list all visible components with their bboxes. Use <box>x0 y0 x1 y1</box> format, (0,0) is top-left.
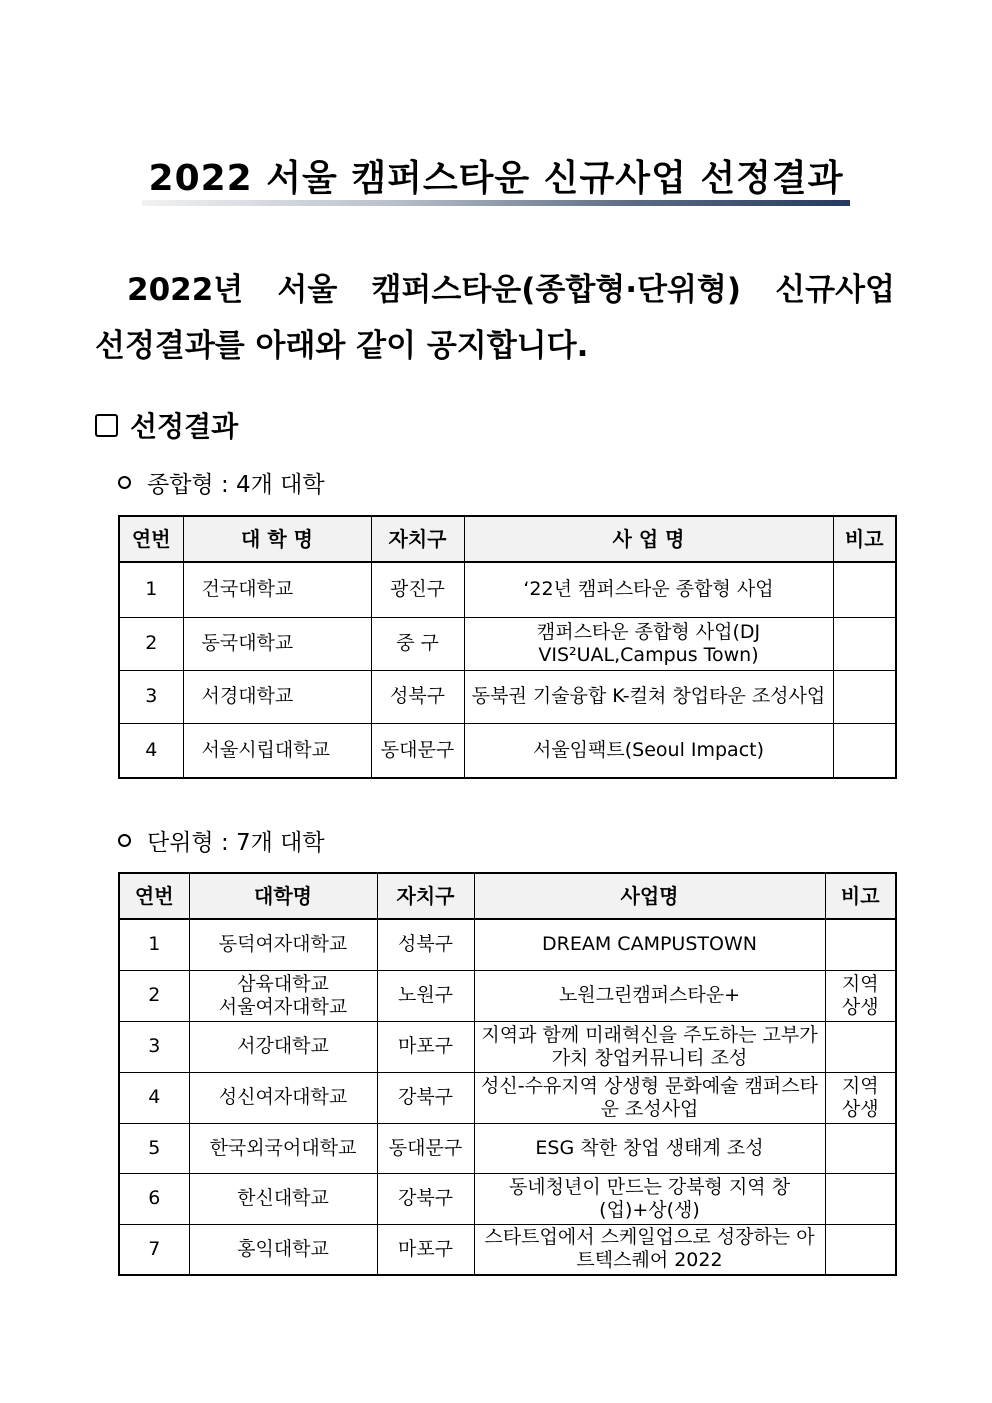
header-district: 자치구 <box>377 873 474 919</box>
section-heading <box>95 405 238 445</box>
cell-project: 지역과 함께 미래혁신을 주도하는 고부가가치 창업커뮤니티 조성 <box>474 1021 825 1072</box>
cell-univ: 한신대학교 <box>189 1173 377 1224</box>
cell-district: 중 구 <box>371 617 464 670</box>
table-row <box>119 919 896 970</box>
table-row <box>119 1224 896 1275</box>
cell-district: 강북구 <box>377 1072 474 1123</box>
table-row <box>119 1021 896 1072</box>
table-row <box>119 1123 896 1173</box>
cell-univ: 한국외국어대학교 <box>189 1123 377 1173</box>
cell-district: 노원구 <box>377 970 474 1021</box>
cell-district: 마포구 <box>377 1021 474 1072</box>
circle-bullet-icon <box>118 476 131 489</box>
cell-note <box>833 723 896 778</box>
cell-note <box>825 1173 896 1224</box>
cell-univ: 삼육대학교 서울여자대학교 <box>189 970 377 1021</box>
cell-project: 서울임팩트(Seoul Impact) <box>464 723 833 778</box>
cell-project: 스타트업에서 스케일업으로 성장하는 아트텍스퀘어 2022 <box>474 1224 825 1275</box>
cell-note <box>833 617 896 670</box>
header-note: 비고 <box>833 516 896 562</box>
cell-district: 광진구 <box>371 562 464 617</box>
cell-univ: 서경대학교 <box>183 670 371 723</box>
table-header-row <box>119 516 896 562</box>
header-univ: 대학명 <box>189 873 377 919</box>
table-row <box>119 670 896 723</box>
unit-heading-text: 단위형 : 7개 대학 <box>147 830 325 856</box>
circle-bullet-icon <box>118 834 131 847</box>
header-no: 연번 <box>119 516 183 562</box>
cell-project: 노원그린캠퍼스타운+ <box>474 970 825 1021</box>
header-no: 연번 <box>119 873 189 919</box>
intro-line-1 <box>95 262 895 318</box>
cell-univ: 성신여자대학교 <box>189 1072 377 1123</box>
cell-project: ESG 착한 창업 생태계 조성 <box>474 1123 825 1173</box>
intro-word: 신규사업 <box>775 272 895 308</box>
cell-note <box>833 670 896 723</box>
cell-project: 동북권 기술융합 K-컬쳐 창업타운 조성사업 <box>464 670 833 723</box>
cell-note <box>825 1123 896 1173</box>
table-row <box>119 1072 896 1123</box>
table-row <box>119 1173 896 1224</box>
cell-district: 강북구 <box>377 1173 474 1224</box>
checkbox-icon <box>95 414 118 437</box>
comprehensive-heading <box>118 466 325 499</box>
cell-note <box>825 1224 896 1275</box>
cell-no: 4 <box>119 723 183 778</box>
cell-district: 동대문구 <box>371 723 464 778</box>
cell-note <box>833 562 896 617</box>
intro-line-2: 선정결과를 아래와 같이 공지합니다. <box>95 328 589 364</box>
section-title: 선정결과 <box>130 410 239 443</box>
cell-note: 지역 상생 <box>825 970 896 1021</box>
cell-no: 4 <box>119 1072 189 1123</box>
intro-word: 서울 <box>277 272 338 308</box>
cell-no: 5 <box>119 1123 189 1173</box>
cell-no: 2 <box>119 970 189 1021</box>
cell-district: 마포구 <box>377 1224 474 1275</box>
cell-univ: 동국대학교 <box>183 617 371 670</box>
cell-no: 1 <box>119 562 183 617</box>
header-univ: 대 학 명 <box>183 516 371 562</box>
cell-district: 성북구 <box>377 919 474 970</box>
header-project: 사업명 <box>474 873 825 919</box>
cell-univ: 서강대학교 <box>189 1021 377 1072</box>
header-note: 비고 <box>825 873 896 919</box>
comprehensive-heading-text: 종합형 : 4개 대학 <box>147 472 325 498</box>
table-row <box>119 617 896 670</box>
table-row <box>119 562 896 617</box>
unit-table <box>118 872 897 1276</box>
cell-univ: 서울시립대학교 <box>183 723 371 778</box>
cell-note: 지역 상생 <box>825 1072 896 1123</box>
cell-univ: 동덕여자대학교 <box>189 919 377 970</box>
cell-note <box>825 1021 896 1072</box>
cell-project: DREAM CAMPUSTOWN <box>474 919 825 970</box>
header-district: 자치구 <box>371 516 464 562</box>
cell-no: 7 <box>119 1224 189 1275</box>
cell-no: 3 <box>119 1021 189 1072</box>
header-project: 사 업 명 <box>464 516 833 562</box>
cell-project: 캠퍼스타운 종합형 사업(DJ VIS²UAL,Campus Town) <box>464 617 833 670</box>
title-underline <box>142 200 850 206</box>
unit-heading <box>118 824 325 857</box>
intro-paragraph <box>95 262 895 374</box>
cell-univ: 홍익대학교 <box>189 1224 377 1275</box>
document-title: 2022 서울 캠퍼스타운 신규사업 선정결과 <box>148 158 844 199</box>
cell-district: 동대문구 <box>377 1123 474 1173</box>
cell-project: 동네청년이 만드는 강북형 지역 창(업)+상(생) <box>474 1173 825 1224</box>
cell-no: 6 <box>119 1173 189 1224</box>
cell-univ: 건국대학교 <box>183 562 371 617</box>
cell-note <box>825 919 896 970</box>
table-row <box>119 970 896 1021</box>
cell-no: 3 <box>119 670 183 723</box>
comprehensive-table <box>118 515 897 779</box>
cell-no: 1 <box>119 919 189 970</box>
intro-word: 캠퍼스타운(종합형·단위형) <box>371 272 742 308</box>
cell-project: ‘22년 캠퍼스타운 종합형 사업 <box>464 562 833 617</box>
intro-word: 2022년 <box>127 272 244 308</box>
table-row <box>119 723 896 778</box>
table-header-row <box>119 873 896 919</box>
cell-no: 2 <box>119 617 183 670</box>
cell-project: 성신-수유지역 상생형 문화예술 캠퍼스타운 조성사업 <box>474 1072 825 1123</box>
cell-district: 성북구 <box>371 670 464 723</box>
